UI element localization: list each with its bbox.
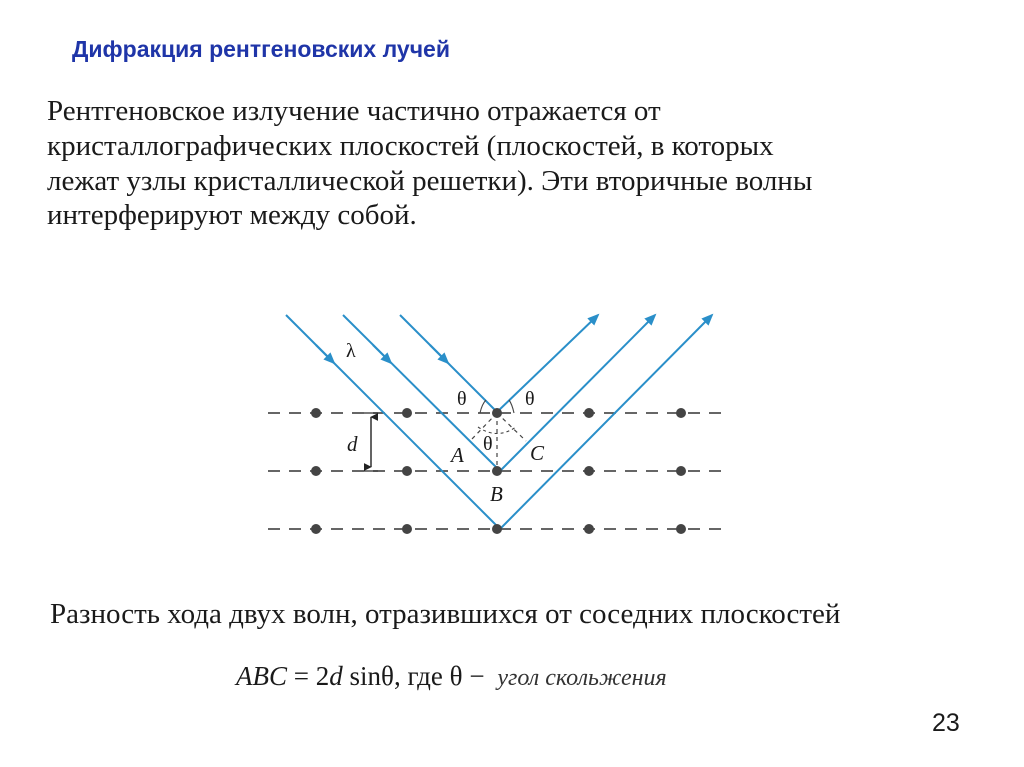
atom bbox=[584, 466, 594, 476]
formula-dash: − bbox=[462, 661, 492, 691]
intro-line: лежат узлы кристаллической решетки). Эти вторичные волны bbox=[47, 164, 813, 197]
formula-sin: sin bbox=[342, 661, 381, 691]
label-B: B bbox=[490, 482, 503, 506]
atom bbox=[492, 466, 502, 476]
reflected-ray-2 bbox=[500, 315, 655, 471]
slide-title: Дифракция рентгеновских лучей bbox=[72, 36, 450, 62]
formula-theta: θ bbox=[381, 661, 394, 691]
incident-arrow-3 bbox=[430, 345, 448, 363]
incident-ray-2 bbox=[343, 315, 500, 471]
atom bbox=[311, 466, 321, 476]
intro-line: кристаллографических плоскостей (плоскостей, в которых bbox=[47, 129, 774, 162]
formula-abc: ABC bbox=[236, 661, 287, 691]
label-C: C bbox=[530, 441, 545, 465]
angle-arc-left bbox=[480, 400, 486, 413]
label-theta-left: θ bbox=[457, 388, 467, 410]
page-number: 23 bbox=[932, 709, 960, 737]
atom bbox=[492, 408, 502, 418]
atom bbox=[492, 524, 502, 534]
label-theta-center: θ bbox=[483, 433, 493, 455]
atom bbox=[402, 408, 412, 418]
bragg-formula bbox=[236, 661, 667, 692]
angle-arc-right bbox=[509, 400, 514, 413]
atom bbox=[584, 408, 594, 418]
label-lambda: λ bbox=[346, 340, 356, 362]
incident-arrow-1 bbox=[316, 345, 334, 363]
intro-line: Рентгеновское излучение частично отражается от bbox=[47, 95, 661, 127]
formula-eq: = 2 bbox=[287, 661, 330, 691]
atom bbox=[676, 408, 686, 418]
formula-d: d bbox=[329, 661, 343, 691]
atom bbox=[311, 408, 321, 418]
reflected-ray-3 bbox=[497, 315, 598, 412]
formula-theta2: θ bbox=[449, 661, 463, 691]
path-difference-caption: Разность хода двух волн, отразившихся от соседних плоскостей bbox=[50, 598, 841, 630]
perpendicular-C bbox=[497, 413, 526, 441]
atom bbox=[402, 524, 412, 534]
formula-where: , где bbox=[393, 661, 450, 691]
intro-line: интерферируют между собой. bbox=[47, 199, 417, 232]
formula-note: угол скольжения bbox=[497, 665, 667, 691]
label-theta-right: θ bbox=[525, 388, 535, 410]
incident-arrow-2 bbox=[373, 345, 391, 363]
atom bbox=[676, 466, 686, 476]
atom bbox=[402, 466, 412, 476]
incident-ray-3 bbox=[400, 315, 497, 412]
label-A: A bbox=[451, 443, 464, 467]
reflected-ray-1 bbox=[500, 315, 712, 529]
atom bbox=[676, 524, 686, 534]
atom bbox=[584, 524, 594, 534]
label-d: d bbox=[347, 432, 358, 456]
atom bbox=[311, 524, 321, 534]
